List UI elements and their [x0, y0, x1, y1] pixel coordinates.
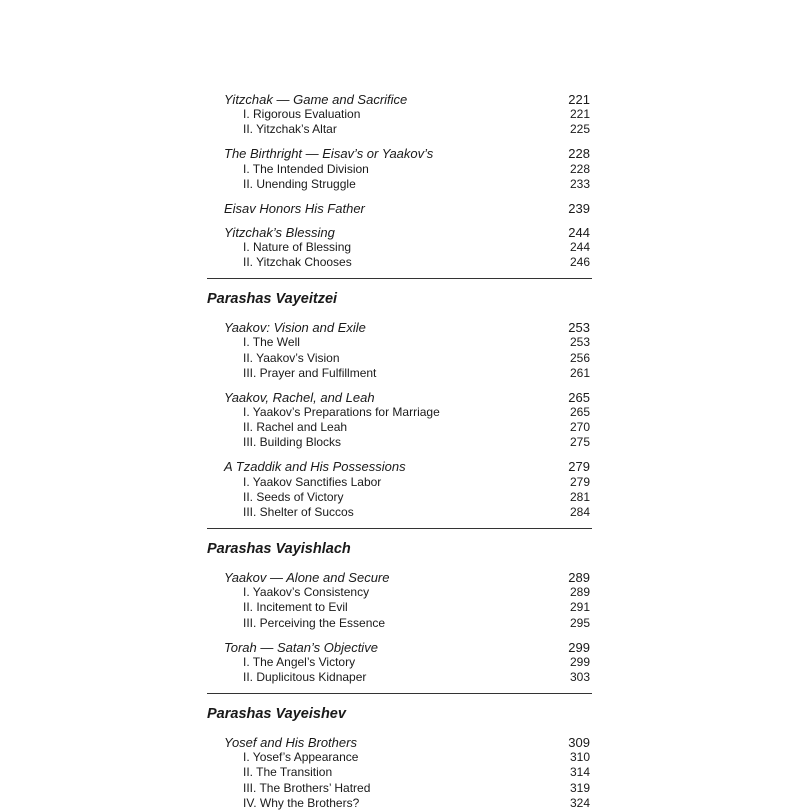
chapter-page-number: 221 [568, 92, 590, 107]
chapter-page-number: 265 [568, 389, 590, 405]
subsection-page-number: 291 [569, 600, 590, 615]
subsection-page-number: 289 [569, 585, 590, 600]
subsection-page-number: 281 [569, 489, 590, 504]
subsection-title: I. Yaakov’s Preparations for Marriage [243, 405, 440, 419]
chapter-title: Yitzchak — Game and Sacrifice [224, 92, 408, 107]
chapter-page-number: 239 [568, 200, 590, 216]
subsection-title: II. Yitzchak’s Altar [243, 122, 337, 137]
subsection-title: I. Nature of Blessing [243, 240, 352, 254]
chapter-page-number: 309 [568, 735, 590, 750]
section-divider [207, 278, 592, 279]
subsection-title: II. Yitzchak Chooses [243, 255, 352, 270]
chapter-title: Yaakov, Rachel, and Leah [224, 389, 375, 405]
parasha-heading: Parashas Vayeitzei [207, 291, 338, 308]
subsection-title: III. Prayer and Fulfillment [243, 365, 377, 380]
subsection-title: I. The Well [243, 335, 300, 350]
chapter-title: The Birthright — Eisav’s or Yaakov’s [224, 146, 434, 162]
subsection-title: III. Shelter of Succos [243, 505, 354, 519]
subsection-page-number: 225 [569, 122, 590, 137]
subsection-page-number: 265 [569, 405, 590, 419]
subsection-page-number: 303 [569, 670, 590, 684]
subsection-page-number: 244 [569, 240, 590, 254]
section-divider [207, 528, 592, 529]
subsection-page-number: 261 [569, 365, 590, 380]
subsection-page-number: 284 [569, 505, 590, 519]
subsection-title: III. Perceiving the Essence [243, 615, 386, 630]
subsection-title: II. The Transition [243, 765, 333, 780]
subsection-title: III. The Brothers’ Hatred [243, 780, 371, 795]
subsection-title: I. Yaakov’s Consistency [243, 585, 370, 600]
subsection-page-number: 228 [569, 161, 590, 176]
chapter-page-number: 253 [568, 320, 590, 336]
subsection-title: I. Rigorous Evaluation [243, 107, 361, 122]
subsection-page-number: 314 [569, 765, 590, 780]
subsection-title: I. Yosef’s Appearance [243, 750, 359, 765]
subsection-title: II. Seeds of Victory [243, 489, 344, 504]
subsection-title: II. Rachel and Leah [243, 420, 348, 435]
parasha-heading: Parashas Vayishlach [207, 541, 351, 557]
subsection-page-number: 253 [569, 335, 590, 350]
chapter-title: Yosef and His Brothers [224, 735, 357, 750]
chapter-title: Yaakov — Alone and Secure [224, 570, 390, 585]
chapter-page-number: 244 [568, 224, 590, 240]
subsection-page-number: 319 [569, 780, 590, 795]
subsection-page-number: 246 [569, 255, 590, 270]
subsection-title: I. The Intended Division [243, 161, 369, 176]
chapter-title: Torah — Satan’s Objective [224, 639, 378, 655]
subsection-title: III. Building Blocks [243, 435, 342, 450]
chapter-page-number: 299 [568, 639, 590, 655]
subsection-page-number: 279 [569, 474, 590, 489]
subsection-title: IV. Why the Brothers? [243, 795, 360, 810]
section-divider [207, 693, 592, 694]
chapter-title: Yitzchak’s Blessing [224, 224, 335, 240]
chapter-page-number: 279 [568, 459, 590, 475]
subsection-page-number: 270 [569, 420, 590, 435]
subsection-title: I. The Angel’s Victory [243, 654, 356, 669]
subsection-title: II. Unending Struggle [243, 176, 356, 191]
subsection-page-number: 324 [569, 795, 590, 810]
chapter-title: Yaakov: Vision and Exile [224, 320, 366, 336]
parasha-heading: Parashas Vayeishev [207, 706, 346, 722]
subsection-title: II. Duplicitous Kidnaper [243, 670, 367, 684]
subsection-title: I. Yaakov Sanctifies Labor [243, 474, 382, 489]
subsection-page-number: 221 [569, 107, 590, 122]
chapter-page-number: 289 [568, 570, 590, 585]
subsection-title: II. Incitement to Evil [243, 600, 348, 615]
subsection-page-number: 310 [569, 750, 590, 765]
subsection-page-number: 295 [569, 615, 590, 630]
subsection-page-number: 233 [569, 176, 590, 191]
subsection-page-number: 299 [569, 654, 590, 669]
chapter-page-number: 228 [568, 146, 590, 162]
subsection-page-number: 256 [569, 350, 590, 365]
chapter-title: A Tzaddik and His Possessions [224, 459, 406, 475]
chapter-title: Eisav Honors His Father [224, 200, 365, 216]
subsection-title: II. Yaakov’s Vision [243, 350, 340, 365]
subsection-page-number: 275 [569, 435, 590, 450]
